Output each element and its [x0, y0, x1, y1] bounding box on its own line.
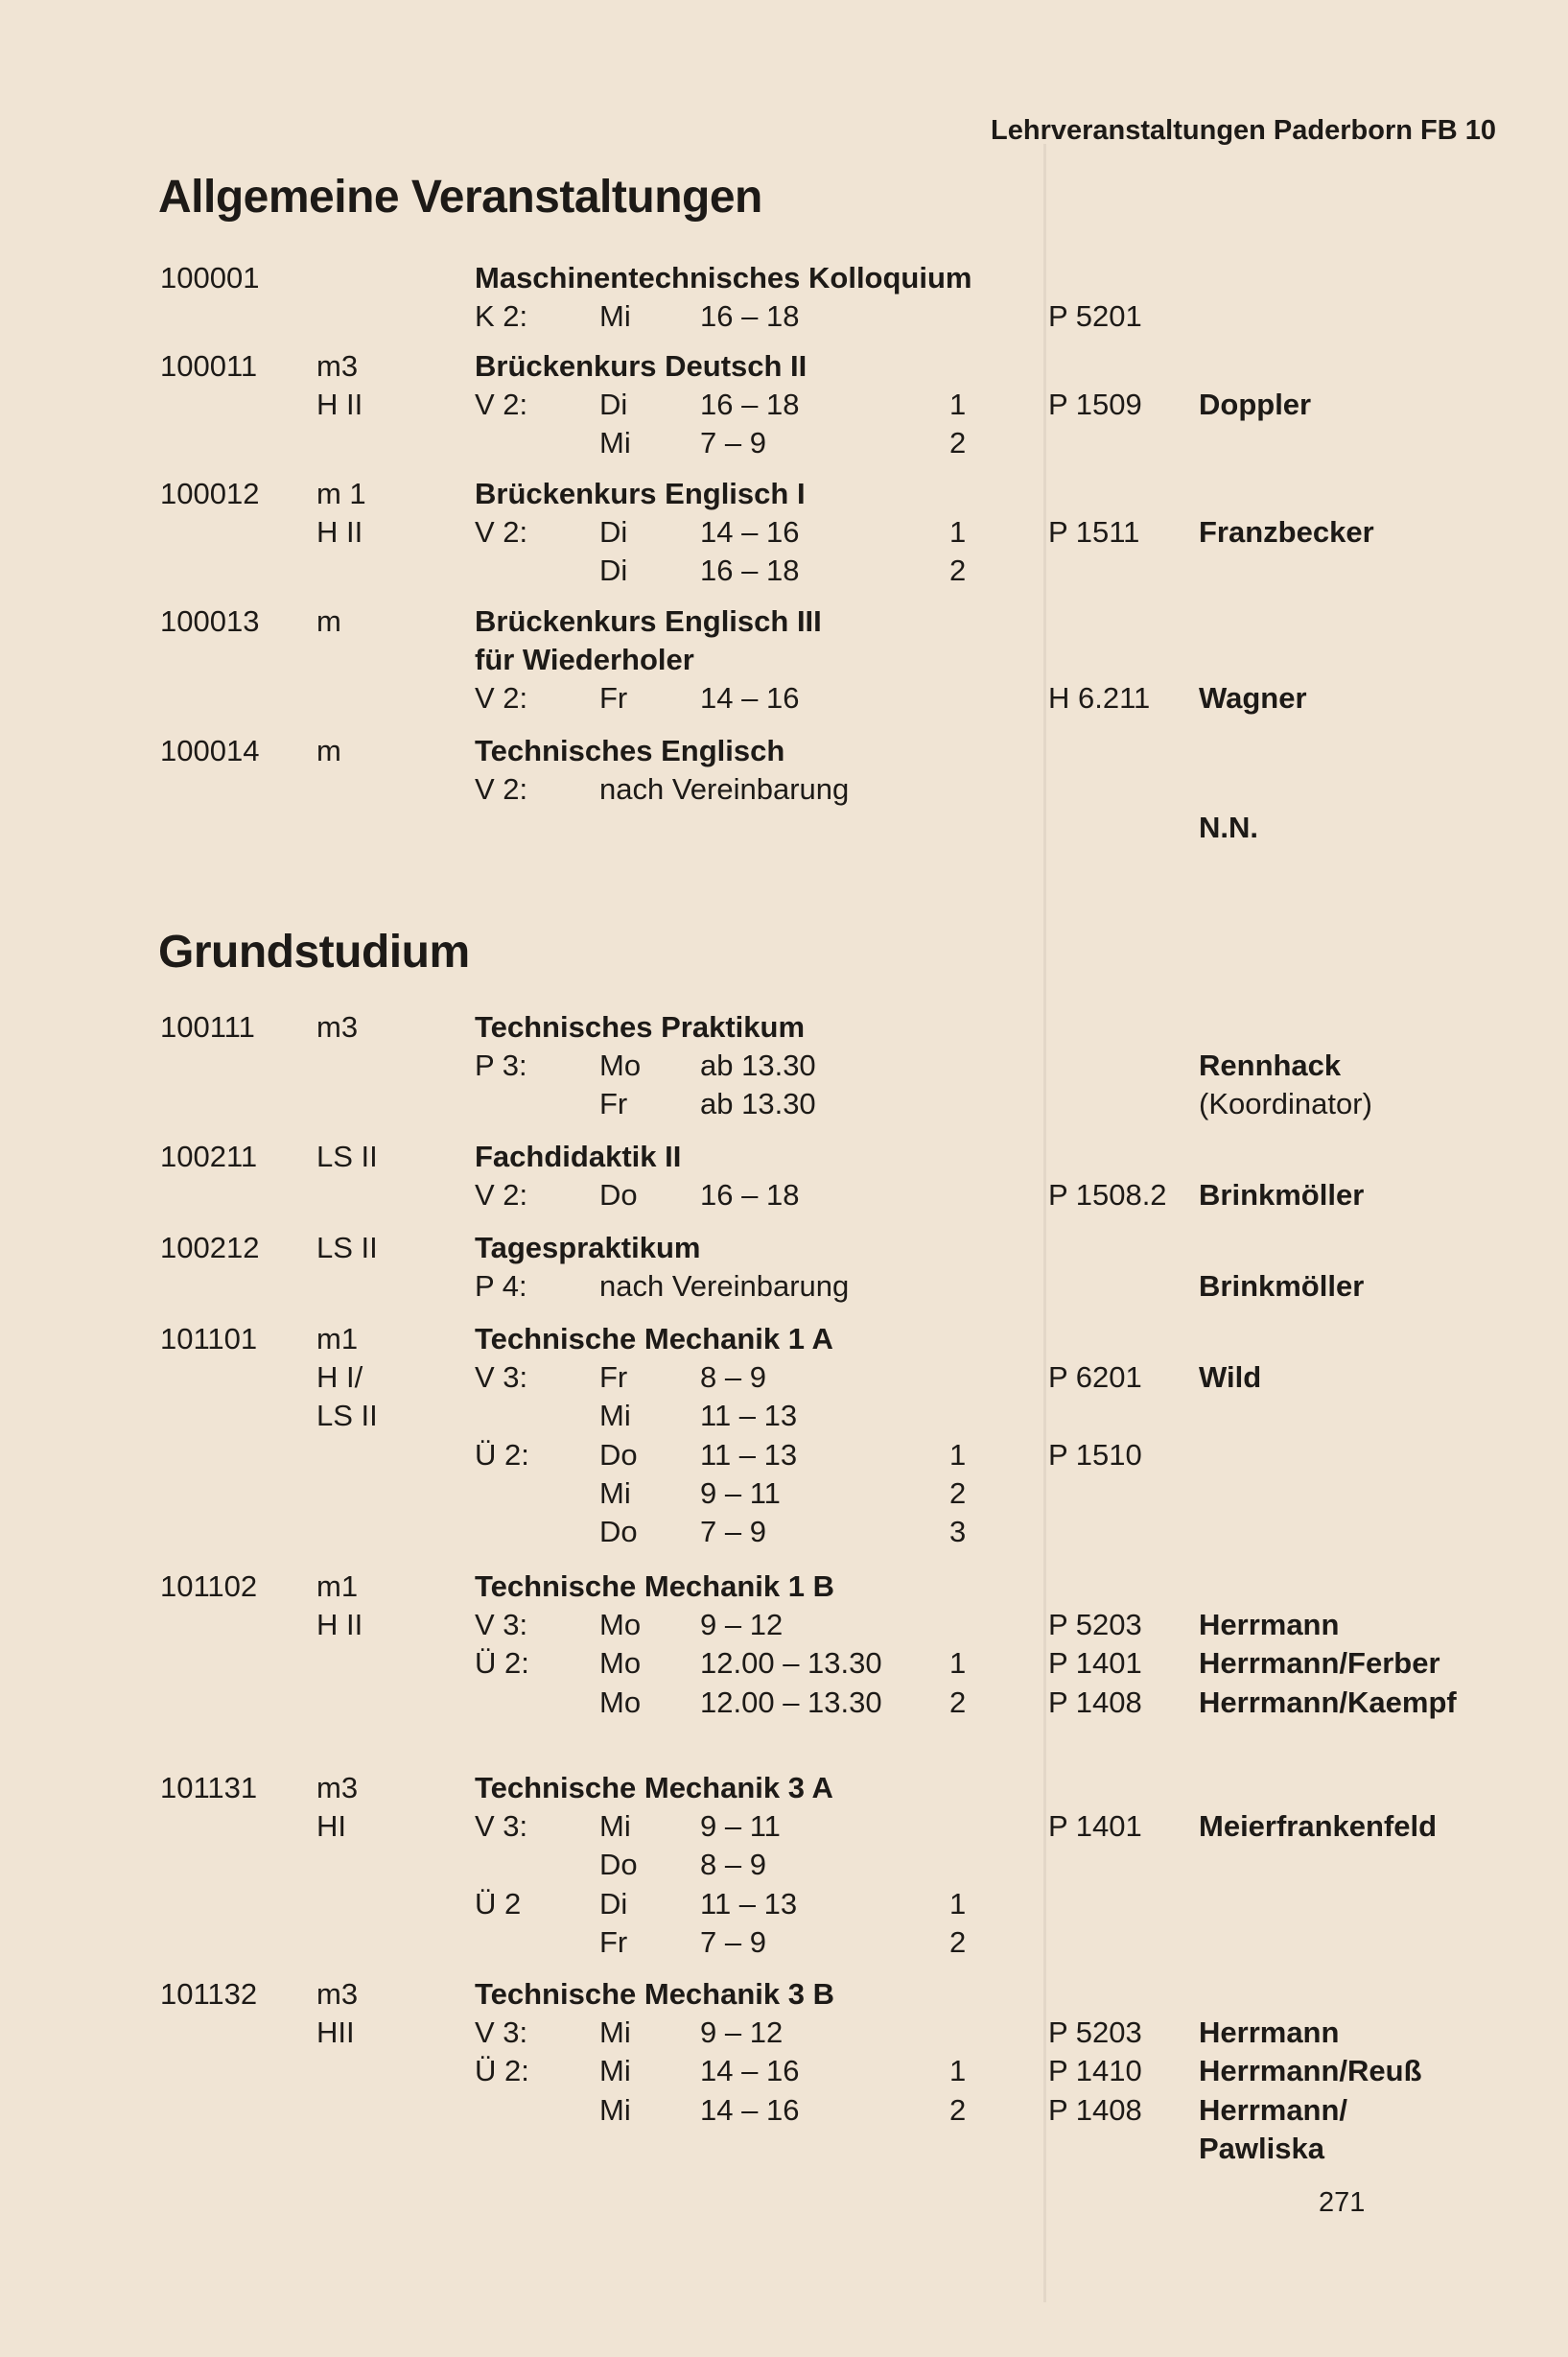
session-day: Do: [599, 1515, 638, 1548]
course-line: [0, 1360, 1568, 1399]
session-group: 1: [949, 2054, 967, 2088]
session-type: V 3:: [475, 1809, 528, 1844]
course-audience: H II: [316, 1608, 363, 1642]
course-line: [0, 1476, 1568, 1515]
session-room: P 1509: [1048, 388, 1142, 422]
session-day: Mi: [599, 2092, 631, 2127]
session-lecturer: Franzbecker: [1199, 515, 1374, 550]
course-title: Fachdidaktik II: [475, 1140, 682, 1173]
course-line: [0, 772, 1568, 811]
session-room: P 1510: [1048, 1437, 1142, 1472]
session-group: 1: [949, 515, 967, 550]
session-group: 1: [949, 388, 967, 422]
course-line: [0, 1438, 1568, 1476]
course-line: [0, 515, 1568, 554]
page-number: 271: [1319, 2187, 1366, 2218]
session-group: 2: [949, 426, 967, 460]
session-type: Ü 2: [475, 1886, 522, 1921]
session-time: 16 – 18: [700, 299, 800, 334]
session-time: 9 – 12: [700, 1608, 784, 1642]
course-title: Tagespraktikum: [475, 1231, 701, 1264]
session-time: 11 – 13: [700, 1437, 798, 1472]
course-line: [0, 1399, 1568, 1437]
session-day: Di: [599, 515, 628, 550]
session-day: Mi: [599, 1475, 631, 1510]
session-day: Mi: [599, 299, 631, 334]
session-day: Fr: [599, 1360, 628, 1395]
course-line: [0, 2093, 1568, 2132]
session-day: Do: [599, 1178, 638, 1213]
session-type: Ü 2:: [475, 1646, 529, 1681]
session-day: Mi: [599, 1399, 631, 1433]
course-semester: m 1: [316, 477, 366, 510]
course-row: [0, 1140, 1568, 1178]
session-room: P 1511: [1048, 515, 1140, 550]
session-type: P 4:: [475, 1269, 527, 1304]
session-type: V 3:: [475, 1608, 528, 1642]
session-time: 16 – 18: [700, 554, 800, 588]
course-semester: m1: [316, 1569, 359, 1603]
course-title: Maschinentechnisches Kolloquium: [475, 261, 972, 295]
session-lecturer: Herrmann: [1199, 1608, 1340, 1642]
course-line: [0, 681, 1568, 719]
session-type: Ü 2:: [475, 1437, 529, 1472]
session-time: 11 – 13: [700, 1886, 798, 1921]
course-row: [0, 1010, 1568, 1049]
course-number: 100011: [160, 349, 258, 383]
session-group: 1: [949, 1646, 967, 1681]
course-number: 101132: [160, 1977, 258, 2011]
session-room: P 6201: [1048, 1360, 1142, 1395]
session-type: V 3:: [475, 2015, 528, 2050]
course-line: [0, 1515, 1568, 1553]
course-number: 101102: [160, 1569, 258, 1603]
course-title: Technisches Praktikum: [475, 1010, 806, 1044]
course-number: 100211: [160, 1140, 258, 1173]
course-title: Brückenkurs Deutsch II: [475, 349, 807, 383]
course-title: Technische Mechanik 1 B: [475, 1569, 834, 1603]
session-type: V 2:: [475, 772, 528, 807]
course-line: [0, 1049, 1568, 1087]
session-group: 2: [949, 1475, 967, 1510]
session-time: 16 – 18: [700, 1178, 800, 1213]
session-time: ab 13.30: [700, 1049, 816, 1083]
session-lecturer: Herrmann/: [1199, 2092, 1348, 2127]
section-title: Allgemeine Veranstaltungen: [158, 172, 762, 223]
course-line: [0, 554, 1568, 592]
course-audience: LS II: [316, 1399, 378, 1433]
course-row: [0, 734, 1568, 772]
session-time: 7 – 9: [700, 1924, 766, 1959]
course-row: [0, 1569, 1568, 1608]
session-lecturer: Wild: [1199, 1360, 1262, 1395]
session-type: V 2:: [475, 681, 528, 716]
session-room: P 1408: [1048, 1685, 1142, 1719]
session-group: 2: [949, 1924, 967, 1959]
session-day: Mi: [599, 2015, 631, 2050]
session-group: 2: [949, 2092, 967, 2127]
session-day: Mo: [599, 1049, 642, 1083]
course-line: [0, 388, 1568, 426]
running-header: Lehrveranstaltungen Paderborn FB 10: [991, 115, 1496, 146]
session-group: 2: [949, 1685, 967, 1719]
session-lecturer: Herrmann/Ferber: [1199, 1646, 1440, 1681]
session-day: nach Vereinbarung: [599, 1269, 850, 1304]
session-room: P 1410: [1048, 2054, 1142, 2088]
session-lecturer: (Koordinator): [1199, 1087, 1372, 1121]
course-semester: LS II: [316, 1231, 378, 1264]
session-day: Mo: [599, 1685, 642, 1719]
course-audience: H I/: [316, 1360, 363, 1395]
session-type: V 2:: [475, 388, 528, 422]
session-lecturer: Rennhack: [1199, 1049, 1342, 1083]
session-time: 16 – 18: [700, 388, 800, 422]
session-lecturer: Herrmann: [1199, 2015, 1340, 2050]
session-day: Do: [599, 1437, 638, 1472]
course-line: [0, 1848, 1568, 1886]
session-lecturer: Brinkmöller: [1199, 1269, 1365, 1304]
session-day: Mi: [599, 2054, 631, 2088]
course-line: [0, 2054, 1568, 2092]
course-row: [0, 1322, 1568, 1360]
session-group: 2: [949, 554, 967, 588]
course-line: [0, 1887, 1568, 1925]
session-type: V 2:: [475, 1178, 528, 1213]
course-row: [0, 1771, 1568, 1809]
course-row: [0, 1231, 1568, 1269]
session-day: nach Vereinbarung: [599, 772, 850, 807]
session-time: 8 – 9: [700, 1360, 766, 1395]
course-number: 100012: [160, 477, 260, 510]
session-day: Mi: [599, 1809, 631, 1844]
session-day: Fr: [599, 681, 628, 716]
course-semester: m1: [316, 1322, 359, 1355]
session-time: 14 – 16: [700, 515, 800, 550]
course-row: [0, 261, 1568, 299]
session-day: Di: [599, 1886, 628, 1921]
course-line: [0, 1178, 1568, 1216]
session-day: Di: [599, 388, 628, 422]
course-title: Technische Mechanik 1 A: [475, 1322, 833, 1355]
section-title: Grundstudium: [158, 927, 470, 978]
session-day: Fr: [599, 1087, 628, 1121]
course-row: [0, 1977, 1568, 2015]
session-type: K 2:: [475, 299, 528, 334]
session-type: V 3:: [475, 1360, 528, 1395]
session-room: P 5203: [1048, 2015, 1142, 2050]
session-time: 11 – 13: [700, 1399, 798, 1433]
session-type: V 2:: [475, 515, 528, 550]
course-row: [0, 349, 1568, 388]
session-day: Mo: [599, 1646, 642, 1681]
course-semester: LS II: [316, 1140, 378, 1173]
session-room: P 1408: [1048, 2092, 1142, 2127]
session-room: P 1401: [1048, 1646, 1142, 1681]
course-line: [0, 1685, 1568, 1724]
session-day: Fr: [599, 1924, 628, 1959]
course-semester: m3: [316, 1771, 359, 1804]
course-line: [0, 1925, 1568, 1964]
course-title: Brückenkurs Englisch I: [475, 477, 806, 510]
session-lecturer: Herrmann/Reuß: [1199, 2054, 1422, 2088]
session-lecturer: Meierfrankenfeld: [1199, 1809, 1438, 1844]
course-title: Technische Mechanik 3 B: [475, 1977, 834, 2011]
course-number: 100001: [160, 261, 260, 295]
session-time: 14 – 16: [700, 2092, 800, 2127]
session-day: Do: [599, 1848, 638, 1882]
course-line: [0, 1809, 1568, 1848]
course-semester: m3: [316, 1010, 359, 1044]
session-room: P 1508.2: [1048, 1178, 1167, 1213]
session-time: 7 – 9: [700, 426, 766, 460]
course-row: [0, 604, 1568, 643]
course-line: [0, 1087, 1568, 1125]
course-line: [0, 643, 1568, 681]
course-semester: m3: [316, 1977, 359, 2011]
session-time: 12.00 – 13.30: [700, 1646, 882, 1681]
session-time: 12.00 – 13.30: [700, 1685, 882, 1719]
session-time: 9 – 12: [700, 2015, 784, 2050]
course-line: [0, 2132, 1568, 2170]
session-day: Mi: [599, 426, 631, 460]
session-room: P 5203: [1048, 1608, 1142, 1642]
session-time: 14 – 16: [700, 2054, 800, 2088]
course-audience: H II: [316, 515, 363, 550]
course-line: [0, 426, 1568, 464]
course-title: Technische Mechanik 3 A: [475, 1771, 833, 1804]
session-time: 14 – 16: [700, 681, 800, 716]
course-line: [0, 1608, 1568, 1646]
session-time: 9 – 11: [700, 1475, 781, 1510]
session-room: P 5201: [1048, 299, 1142, 334]
course-line: [0, 811, 1568, 849]
session-group: 3: [949, 1515, 967, 1548]
course-lecturer: N.N.: [1199, 811, 1258, 845]
session-lecturer: Herrmann/Kaempf: [1199, 1685, 1457, 1719]
course-number: 100212: [160, 1231, 260, 1264]
session-room: H 6.211: [1048, 681, 1151, 716]
session-room: P 1401: [1048, 1809, 1142, 1844]
course-semester: m3: [316, 349, 359, 383]
course-title: Brückenkurs Englisch III: [475, 604, 822, 638]
course-row: [0, 477, 1568, 515]
course-title: für Wiederholer: [475, 643, 694, 677]
session-lecturer: Doppler: [1199, 388, 1312, 422]
course-line: [0, 1269, 1568, 1308]
course-audience: HI: [316, 1809, 346, 1844]
session-type: Ü 2:: [475, 2054, 529, 2088]
course-audience: H II: [316, 388, 363, 422]
session-time: 9 – 11: [700, 1809, 781, 1844]
course-semester: m: [316, 734, 341, 767]
course-line: [0, 1646, 1568, 1685]
course-audience: HII: [316, 2015, 355, 2050]
course-line: [0, 299, 1568, 338]
session-time: 7 – 9: [700, 1515, 766, 1548]
course-number: 101131: [160, 1771, 258, 1804]
session-day: Di: [599, 554, 628, 588]
course-number: 100014: [160, 734, 260, 767]
course-semester: m: [316, 604, 341, 638]
session-type: P 3:: [475, 1049, 527, 1083]
session-lecturer: Brinkmöller: [1199, 1178, 1365, 1213]
session-time: 8 – 9: [700, 1848, 766, 1882]
course-number: 101101: [160, 1322, 258, 1355]
course-line: [0, 2015, 1568, 2054]
session-group: 1: [949, 1437, 967, 1472]
course-lecturer: Pawliska: [1199, 2131, 1324, 2165]
session-time: ab 13.30: [700, 1087, 816, 1121]
course-number: 100111: [160, 1010, 255, 1044]
course-title: Technisches Englisch: [475, 734, 785, 767]
course-number: 100013: [160, 604, 260, 638]
session-day: Mo: [599, 1608, 642, 1642]
session-lecturer: Wagner: [1199, 681, 1307, 716]
session-group: 1: [949, 1886, 967, 1921]
